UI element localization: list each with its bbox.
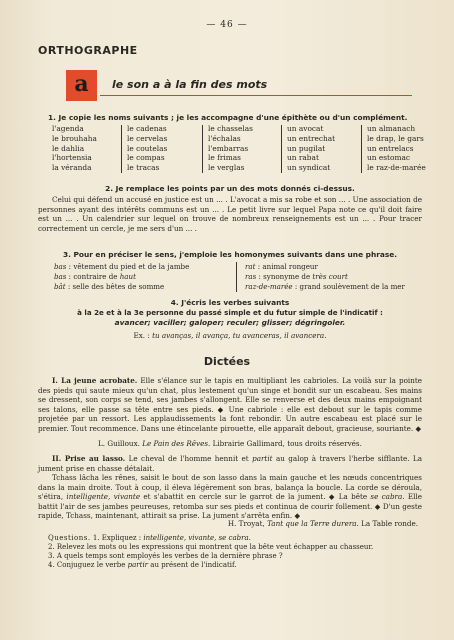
dictee-2	[38, 454, 422, 473]
word: un entrechat	[287, 133, 336, 143]
question-4	[38, 561, 432, 570]
dictee-2-author: H. Troyat,	[227, 519, 265, 528]
column-divider	[121, 125, 126, 173]
dictee-2-text: au galop à travers l'herbe sifflante. La jument prise en chasse détalait.	[38, 454, 422, 473]
exercise-2-text: Celui qui défend un accusé en justice est un ... . L'avocat a mis sa robe et son ... . Une association de personnes ayant des intérêts communs est un ... . Le petit livre sur lequel Papa note ce qu'il doit faire est un ... . Un calendrier sur lequel on trouve de nombreux renseignements est un ... . Pour tracer correctement un cercle, je me sers d'un ... .	[38, 195, 422, 233]
homonym-definition: grand soulèvement de la mer	[299, 282, 405, 291]
question-text-italic: partir	[127, 561, 149, 569]
page-number: — 46 —	[206, 20, 248, 30]
homonym-definition: contraire de	[73, 272, 118, 281]
homonym-definition-italic: très court	[312, 272, 348, 281]
word: le verglas	[208, 163, 245, 173]
homonym-word: bas	[54, 272, 67, 281]
homonym-definition: selle des bêtes de somme	[72, 282, 165, 291]
word: un almanach	[367, 124, 416, 133]
dictee-2-text-italic: se cabra.	[370, 492, 405, 502]
word: l'agenda	[52, 124, 84, 133]
word-column-1	[52, 124, 97, 173]
dictee-2-text-italic: intelligente, vivante	[66, 492, 141, 502]
column-divider	[202, 125, 207, 173]
example-text: tu avanças, il avança, tu avanceras, il avancera.	[152, 331, 327, 340]
homonym-definition: synonyme de	[263, 272, 311, 281]
homonym-definition: animal rongeur	[262, 262, 318, 271]
exercise-4-example	[38, 331, 422, 341]
dictee-1-publisher: Librairie Gallimard, tous droits réservés.	[212, 439, 362, 448]
dictee-2-text: Tchass lâcha les rênes, saisit le bout de son lasso dans la main gauche et les nœuds concentriques dans la main droite. Tout à coup, il éleva légèrement son bras, balança la boucle. La corde se déroula, s'étira,	[38, 473, 422, 502]
homonym-right-1: rat : animal rongeur	[245, 262, 318, 271]
homonym-word: raz-de-marée	[245, 282, 293, 291]
dictee-1-title: I. La jeune acrobate.	[52, 376, 138, 385]
word: le brouhaha	[52, 133, 97, 143]
exercise-4-heading: 4. J'écris les verbes suivants	[170, 298, 290, 307]
dictee-2-text-italic: partit	[252, 454, 273, 463]
exercise-4-verbs: avancer; vaciller; galoper; reculer; glisser; dégringoler.	[114, 318, 346, 327]
exercise-1-heading: 1. Je copie les noms suivants ; je les accompagne d'une épithète ou d'un complément.	[48, 113, 408, 122]
question-text: 1. Expliquez :	[92, 534, 142, 542]
column-divider	[281, 125, 286, 173]
word: un rabat	[287, 153, 319, 163]
question-1	[38, 534, 432, 543]
homonym-left-2: bas : contraire de haut	[54, 272, 136, 281]
homonym-word: bât	[54, 282, 66, 291]
word: un syndicat	[287, 163, 331, 173]
homonym-word: ras	[245, 272, 257, 281]
dictee-1-source	[38, 439, 422, 449]
question-text-italic: intelligente, vivante, se cabra.	[143, 534, 251, 542]
word: le coutelas	[127, 143, 168, 153]
word: le cervelas	[127, 133, 168, 143]
homonym-left-3: bât : selle des bêtes de somme	[54, 282, 165, 291]
word: le tracas	[127, 163, 160, 173]
homonym-right-2: ras : synonyme de très court	[245, 272, 348, 281]
homonym-right-3: raz-de-marée : grand soulèvement de la mer	[245, 282, 405, 291]
word: le raz-de-marée	[367, 163, 426, 173]
word: un avocat	[287, 124, 324, 133]
question-text: 4. Conjuguez le verbe	[48, 561, 126, 569]
question-2: 2. Relevez les mots ou les expressions qui montrent que la bête veut échapper au chasseur.	[48, 543, 374, 551]
word: l'échalas	[208, 133, 241, 143]
word: le drap, le gars	[367, 133, 424, 143]
dictee-2-book: Tant que la Terre durera.	[267, 519, 359, 528]
word-column-3	[208, 124, 253, 173]
word: l'embarras	[208, 143, 249, 153]
lesson-title: le son a à la fin des mots	[112, 78, 268, 91]
dictee-2-text: Le cheval de l'homme hennit et	[128, 454, 249, 463]
dictee-1-text: Elle s'élance sur le tapis en multipliant les cabrioles. La voilà sur la pointe des pieds qui saute mieux qu'un chat, plus lestement qu'un singe et bondit sur un escabeau. Ses mains se dressent, son corps se tend, ses jambes s'allongent. Elle se renverse et des deux mains empoignant ses talons, elle passe sa tête entre ses pieds. ◆ Une cabriole : elle est debout sur le tapis comme projetée par un ressort. Les applaudissements la font rebondir. Un autre escabeau est placé sur le premier. Tout recommence. Dans une étincelante pirouette, elle apparaît debout, gracieuse, souriante. ◆	[38, 376, 422, 433]
word: le cadenas	[127, 124, 167, 133]
question-3: 3. A quels temps sont employés les verbes de la dernière phrase ?	[48, 552, 283, 560]
homonym-definition: vêtement du pied et de la jambe	[73, 262, 190, 271]
dictee-2-paragraph-2	[38, 473, 422, 521]
homonym-word: rat	[245, 262, 256, 271]
word-column-4	[287, 124, 335, 173]
word: le dahlia	[52, 143, 85, 153]
dictee-1-book: Le Pain des Rêves.	[142, 439, 211, 448]
homonym-left-1: bas : vêtement du pied et de la jambe	[54, 262, 190, 271]
dictee-2-text: Elle battit l'air de ses jambes peureuses, retomba sur ses pieds et continua de courir follement. ◆ D'un geste rapide, Tchass, maintenant, attirait sa prise. La jument s'arrêta enfin. ◆	[38, 492, 422, 521]
word: le compas	[127, 153, 165, 163]
title-underline	[100, 95, 412, 96]
dictee-2-source	[38, 519, 418, 529]
word: un estomac	[367, 153, 411, 163]
homonym-word: bas	[54, 262, 67, 271]
dictee-2-publisher: La Table ronde.	[361, 519, 418, 528]
column-divider	[361, 125, 366, 173]
word: la véranda	[52, 163, 92, 173]
questions-label: Questions.	[48, 534, 91, 542]
word: l'hortensia	[52, 153, 92, 163]
word-column-2	[127, 124, 167, 173]
dictee-1	[38, 376, 422, 434]
question-text: au présent de l'indicatif.	[150, 561, 237, 569]
word: un pugilat	[287, 143, 326, 153]
lesson-letter-badge: a	[66, 70, 97, 101]
word: le frimas	[208, 153, 241, 163]
dictee-2-title: II. Prise au lasso.	[52, 454, 126, 463]
example-label: Ex. :	[133, 331, 150, 340]
word-column-5	[367, 124, 426, 173]
exercise-4-subheading: à la 2e et à la 3e personne du passé simple et du futur simple de l'indicatif :	[77, 308, 383, 317]
homonym-divider	[236, 262, 241, 292]
word: un entrelacs	[367, 143, 414, 153]
dictee-1-author: L. Guilloux.	[98, 439, 140, 448]
word: le chasselas	[208, 124, 253, 133]
exercise-2-heading: 2. Je remplace les points par un des mots donnés ci-dessus.	[105, 184, 355, 193]
section-title: ORTHOGRAPHE	[38, 44, 138, 57]
dictees-title: Dictées	[203, 355, 251, 368]
homonym-definition-italic: haut	[119, 272, 136, 281]
dictee-2-text: et s'abattit en cercle sur le garrot de la jument. ◆ La bête	[143, 492, 368, 502]
exercise-3-heading: 3. Pour en préciser le sens, j'emploie les homonymes suivants dans une phrase.	[62, 250, 398, 259]
